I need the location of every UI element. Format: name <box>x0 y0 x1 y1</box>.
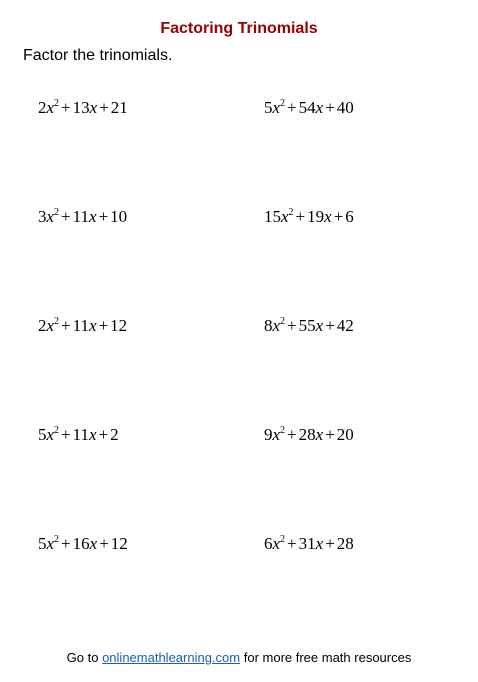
plus-sign: + <box>98 425 109 444</box>
coefficient-a: 2 <box>38 98 47 117</box>
variable: x <box>315 534 324 553</box>
exponent: 2 <box>54 316 60 327</box>
plus-sign: + <box>61 98 71 117</box>
plus-sign: + <box>287 98 297 117</box>
footer-prefix: Go to <box>66 650 103 665</box>
variable: x <box>315 98 324 117</box>
problem-8 <box>264 425 354 445</box>
constant-term: 12 <box>110 316 128 335</box>
coefficient-a: 8 <box>264 316 273 335</box>
variable: x <box>272 98 281 117</box>
problem-6 <box>264 316 354 336</box>
plus-sign: + <box>99 98 109 117</box>
constant-term: 42 <box>336 316 354 335</box>
variable: x <box>46 316 55 335</box>
variable: x <box>46 534 55 553</box>
coefficient-b: 31 <box>298 534 316 553</box>
exponent: 2 <box>280 98 286 109</box>
variable: x <box>46 207 55 226</box>
plus-sign: + <box>287 534 297 553</box>
plus-sign: + <box>61 207 71 226</box>
plus-sign: + <box>295 207 306 226</box>
problem-4 <box>264 207 354 227</box>
coefficient-b: 19 <box>307 207 325 226</box>
exponent: 2 <box>54 207 60 218</box>
footer-suffix: for more free math resources <box>240 650 412 665</box>
variable: x <box>89 425 97 444</box>
constant-term: 40 <box>336 98 354 117</box>
problem-2 <box>264 98 354 118</box>
plus-sign: + <box>325 425 335 444</box>
plus-sign: + <box>325 534 335 553</box>
problem-9 <box>38 534 128 554</box>
plus-sign: + <box>61 316 71 335</box>
exponent: 2 <box>54 98 60 109</box>
coefficient-b: 28 <box>298 425 316 444</box>
constant-term: 2 <box>110 425 119 444</box>
variable: x <box>272 425 281 444</box>
plus-sign: + <box>61 425 71 444</box>
problem-1 <box>38 98 128 118</box>
problem-7 <box>38 425 119 445</box>
coefficient-b: 11 <box>72 316 90 335</box>
coefficient-b: 54 <box>298 98 316 117</box>
exponent: 2 <box>280 534 286 545</box>
coefficient-b: 11 <box>72 207 90 226</box>
footer <box>0 650 478 665</box>
plus-sign: + <box>98 207 109 226</box>
exponent: 2 <box>54 425 60 436</box>
variable: x <box>324 207 332 226</box>
coefficient-a: 15 <box>264 207 281 226</box>
coefficient-a: 5 <box>38 425 47 444</box>
problem-10 <box>264 534 354 554</box>
variable: x <box>272 534 281 553</box>
variable: x <box>89 98 98 117</box>
exponent: 2 <box>54 534 60 545</box>
coefficient-a: 5 <box>38 534 47 553</box>
variable: x <box>315 425 324 444</box>
constant-term: 20 <box>336 425 354 444</box>
exponent: 2 <box>280 316 286 327</box>
plus-sign: + <box>99 534 109 553</box>
coefficient-a: 9 <box>264 425 273 444</box>
variable: x <box>89 316 97 335</box>
page-title: Factoring Trinomials <box>160 20 318 37</box>
coefficient-b: 55 <box>298 316 316 335</box>
plus-sign: + <box>325 98 335 117</box>
plus-sign: + <box>98 316 109 335</box>
variable: x <box>46 98 55 117</box>
coefficient-a: 5 <box>264 98 273 117</box>
variable: x <box>315 316 324 335</box>
problem-3 <box>38 207 127 227</box>
instructions: Factor the trinomials. <box>23 47 173 64</box>
constant-term: 6 <box>345 207 354 226</box>
plus-sign: + <box>325 316 335 335</box>
exponent: 2 <box>280 425 286 436</box>
coefficient-b: 16 <box>72 534 90 553</box>
constant-term: 21 <box>110 98 128 117</box>
plus-sign: + <box>287 425 297 444</box>
coefficient-b: 13 <box>72 98 90 117</box>
coefficient-b: 11 <box>72 425 90 444</box>
exponent: 2 <box>288 207 294 218</box>
coefficient-a: 6 <box>264 534 273 553</box>
plus-sign: + <box>333 207 344 226</box>
variable: x <box>46 425 55 444</box>
constant-term: 12 <box>110 534 128 553</box>
variable: x <box>89 207 97 226</box>
coefficient-a: 3 <box>38 207 47 226</box>
variable: x <box>281 207 289 226</box>
coefficient-a: 2 <box>38 316 47 335</box>
constant-term: 10 <box>110 207 128 226</box>
variable: x <box>272 316 281 335</box>
plus-sign: + <box>61 534 71 553</box>
footer-link[interactable]: onlinemathlearning.com <box>102 650 241 665</box>
plus-sign: + <box>287 316 297 335</box>
variable: x <box>89 534 98 553</box>
problem-5 <box>38 316 127 336</box>
constant-term: 28 <box>336 534 354 553</box>
